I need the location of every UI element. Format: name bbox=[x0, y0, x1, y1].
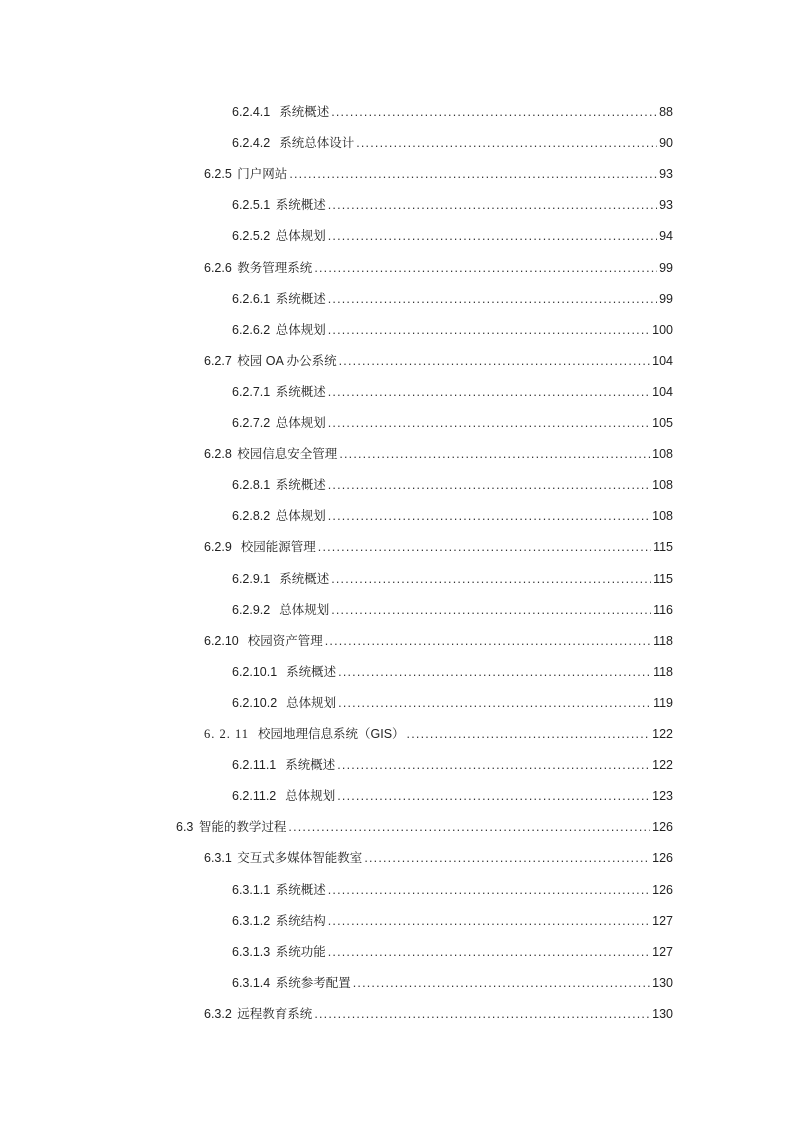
toc-entry-title: 总体规划 bbox=[275, 416, 326, 430]
toc-entry-number: 6.2.4.1 bbox=[232, 105, 271, 119]
toc-entry[interactable] bbox=[204, 163, 673, 185]
dot-leader bbox=[331, 101, 657, 123]
toc-entry[interactable] bbox=[232, 972, 673, 994]
toc-entry-number: 6.2.11.2 bbox=[232, 789, 277, 803]
toc-entry-page: 104 bbox=[652, 385, 673, 399]
dot-leader bbox=[339, 350, 651, 372]
toc-entry[interactable] bbox=[232, 474, 673, 496]
toc-entry[interactable] bbox=[232, 692, 673, 714]
toc-entry-title: 校园信息安全管理 bbox=[237, 447, 338, 461]
toc-entry-page: 105 bbox=[652, 416, 673, 430]
dot-leader bbox=[364, 847, 650, 869]
toc-entry-page: 99 bbox=[659, 292, 673, 306]
dot-leader bbox=[356, 132, 657, 154]
dot-leader bbox=[314, 1003, 650, 1025]
toc-entry-title: 总体规划 bbox=[279, 603, 330, 617]
toc-entry[interactable] bbox=[232, 505, 673, 527]
toc-entry-page: 93 bbox=[659, 167, 673, 181]
toc-entry-title: 系统功能 bbox=[275, 945, 326, 959]
toc-entry-title: 系统概述 bbox=[275, 198, 326, 212]
dot-leader bbox=[338, 692, 651, 714]
toc-entry-number: 6.2.10 bbox=[204, 634, 239, 648]
toc-entry-page: 127 bbox=[652, 945, 673, 959]
toc-entry-page: 115 bbox=[653, 540, 673, 554]
toc-entry[interactable] bbox=[232, 225, 673, 247]
dot-leader bbox=[339, 443, 650, 465]
dot-leader bbox=[328, 474, 650, 496]
toc-entry-title: 总体规划 bbox=[275, 229, 326, 243]
toc-entry-number: 6.2.7.1 bbox=[232, 385, 271, 399]
toc-entry-page: 116 bbox=[653, 603, 673, 617]
dot-leader bbox=[353, 972, 650, 994]
toc-entry-number: 6.3.1.2 bbox=[232, 914, 271, 928]
toc-entry-number: 6.3.2 bbox=[204, 1007, 232, 1021]
dot-leader bbox=[331, 568, 651, 590]
toc-entry-number: 6.2.11.1 bbox=[232, 758, 277, 772]
toc-entry-page: 122 bbox=[652, 727, 673, 741]
toc-entry[interactable] bbox=[232, 132, 673, 154]
toc-entry-page: 99 bbox=[659, 261, 673, 275]
toc-entry-page: 104 bbox=[652, 354, 673, 368]
toc-entry[interactable] bbox=[204, 723, 673, 745]
dot-leader bbox=[328, 505, 650, 527]
toc-entry-number: 6.3.1 bbox=[204, 851, 232, 865]
toc-entry-number: 6.3 bbox=[176, 820, 194, 834]
dot-leader bbox=[318, 536, 651, 558]
toc-entry-title: 智能的教学过程 bbox=[198, 820, 287, 834]
toc-entry-title: 校园能源管理 bbox=[240, 540, 316, 554]
dot-leader bbox=[328, 194, 657, 216]
toc-entry[interactable] bbox=[176, 816, 673, 838]
toc-entry-page: 94 bbox=[659, 229, 673, 243]
toc-entry[interactable] bbox=[232, 754, 673, 776]
toc-entry-title: 教务管理系统 bbox=[237, 261, 313, 275]
toc-entry-number: 6.2.9.2 bbox=[232, 603, 271, 617]
dot-leader bbox=[288, 816, 650, 838]
toc-entry-title: 远程教育系统 bbox=[237, 1007, 313, 1021]
toc-entry-number: 6.2.9.1 bbox=[232, 572, 271, 586]
toc-entry[interactable] bbox=[232, 568, 673, 590]
toc-entry-page: 108 bbox=[652, 478, 673, 492]
toc-entry[interactable] bbox=[232, 599, 673, 621]
toc-entry-title: 总体规划 bbox=[275, 323, 326, 337]
toc-entry-page: 126 bbox=[652, 883, 673, 897]
toc-entry-page: 122 bbox=[652, 758, 673, 772]
dot-leader bbox=[328, 381, 650, 403]
toc-entry[interactable] bbox=[232, 412, 673, 434]
toc-entry-title: 系统概述 bbox=[275, 292, 326, 306]
toc-entry[interactable] bbox=[204, 350, 673, 372]
toc-entry-number: 6.2.4.2 bbox=[232, 136, 271, 150]
toc-entry[interactable] bbox=[232, 319, 673, 341]
toc-entry[interactable] bbox=[204, 257, 673, 279]
dot-leader bbox=[328, 319, 650, 341]
toc-entry[interactable] bbox=[232, 661, 673, 683]
toc-entry[interactable] bbox=[232, 101, 673, 123]
toc-entry[interactable] bbox=[232, 879, 673, 901]
dot-leader bbox=[328, 288, 657, 310]
toc-entry-page: 126 bbox=[652, 820, 673, 834]
toc-entry-page: 108 bbox=[652, 447, 673, 461]
toc-entry-page: 130 bbox=[652, 976, 673, 990]
toc-entry-number: 6.2.5.1 bbox=[232, 198, 271, 212]
toc-entry-number: 6.2.7 bbox=[204, 354, 232, 368]
toc-entry-number: 6.2.10.2 bbox=[232, 696, 278, 710]
dot-leader bbox=[337, 754, 650, 776]
toc-entry-title: 系统概述 bbox=[286, 665, 337, 679]
toc-entry-number: 6.2.8.2 bbox=[232, 509, 271, 523]
toc-entry-page: 127 bbox=[652, 914, 673, 928]
toc-entry-number: 6.3.1.3 bbox=[232, 945, 271, 959]
toc-entry-number: 6.2.7.2 bbox=[232, 416, 271, 430]
toc-entry-title: 系统概述 bbox=[285, 758, 336, 772]
toc-entry-title: 系统概述 bbox=[275, 478, 326, 492]
toc-entry-number: 6. 2. 11 bbox=[204, 727, 250, 741]
toc-entry-page: 90 bbox=[659, 136, 673, 150]
toc-entry-number: 6.2.6 bbox=[204, 261, 232, 275]
dot-leader bbox=[328, 225, 657, 247]
toc-entry[interactable] bbox=[232, 381, 673, 403]
toc-entry-page: 100 bbox=[652, 323, 673, 337]
toc-entry-page: 118 bbox=[653, 665, 673, 679]
dot-leader bbox=[328, 941, 650, 963]
toc-entry-title: 系统概述 bbox=[275, 385, 326, 399]
toc-entry-number: 6.3.1.1 bbox=[232, 883, 271, 897]
toc-entry[interactable] bbox=[232, 785, 673, 807]
dot-leader bbox=[328, 879, 650, 901]
toc-entry-title: 系统结构 bbox=[275, 914, 326, 928]
toc-entry-number: 6.2.6.2 bbox=[232, 323, 271, 337]
toc-entry-title: 总体规划 bbox=[275, 509, 326, 523]
dot-leader bbox=[338, 661, 651, 683]
toc-entry-title: 系统总体设计 bbox=[279, 136, 355, 150]
dot-leader bbox=[337, 785, 650, 807]
toc-entry-title: 系统概述 bbox=[275, 883, 326, 897]
toc-entry[interactable] bbox=[204, 630, 673, 652]
dot-leader bbox=[328, 412, 650, 434]
toc-entry-page: 123 bbox=[652, 789, 673, 803]
toc-entry[interactable] bbox=[204, 443, 673, 465]
toc-entry-page: 108 bbox=[652, 509, 673, 523]
toc-entry-title: 总体规划 bbox=[285, 789, 336, 803]
toc-entry-title: 校园地理信息系统（GIS） bbox=[258, 727, 405, 741]
toc-entry-title: 交互式多媒体智能教室 bbox=[237, 851, 363, 865]
toc-entry-number: 6.2.9 bbox=[204, 540, 232, 554]
toc-entry-page: 88 bbox=[659, 105, 673, 119]
toc-entry-title: 总体规划 bbox=[286, 696, 337, 710]
toc-entry-title: 系统参考配置 bbox=[275, 976, 351, 990]
toc-entry-title: 门户网站 bbox=[237, 167, 288, 181]
dot-leader bbox=[328, 910, 650, 932]
toc-entry-page: 118 bbox=[653, 634, 673, 648]
toc-entry-page: 93 bbox=[659, 198, 673, 212]
toc-entry-number: 6.2.8.1 bbox=[232, 478, 271, 492]
toc-entry-page: 119 bbox=[653, 696, 673, 710]
toc-entry-number: 6.2.5.2 bbox=[232, 229, 271, 243]
toc-entry-number: 6.2.8 bbox=[204, 447, 232, 461]
toc-entry-title: 校园资产管理 bbox=[247, 634, 323, 648]
toc-entry-page: 130 bbox=[652, 1007, 673, 1021]
toc-entry[interactable] bbox=[204, 1003, 673, 1025]
dot-leader bbox=[289, 163, 657, 185]
dot-leader bbox=[325, 630, 651, 652]
toc-entry[interactable] bbox=[232, 910, 673, 932]
toc-entry[interactable] bbox=[232, 941, 673, 963]
toc-entry[interactable] bbox=[204, 536, 673, 558]
dot-leader bbox=[331, 599, 651, 621]
toc-entry-title: 系统概述 bbox=[279, 105, 330, 119]
toc-entry-number: 6.2.5 bbox=[204, 167, 232, 181]
toc-entry[interactable] bbox=[232, 288, 673, 310]
toc-entry-number: 6.2.10.1 bbox=[232, 665, 278, 679]
toc-entry-title: 系统概述 bbox=[279, 572, 330, 586]
toc-entry[interactable] bbox=[232, 194, 673, 216]
toc-entry-page: 115 bbox=[653, 572, 673, 586]
toc-entry-page: 126 bbox=[652, 851, 673, 865]
toc-entry[interactable] bbox=[204, 847, 673, 869]
toc-entry-number: 6.3.1.4 bbox=[232, 976, 271, 990]
toc-entry-number: 6.2.6.1 bbox=[232, 292, 271, 306]
dot-leader bbox=[407, 723, 651, 745]
dot-leader bbox=[314, 257, 657, 279]
toc-entry-title: 校园 OA 办公系统 bbox=[237, 354, 337, 368]
